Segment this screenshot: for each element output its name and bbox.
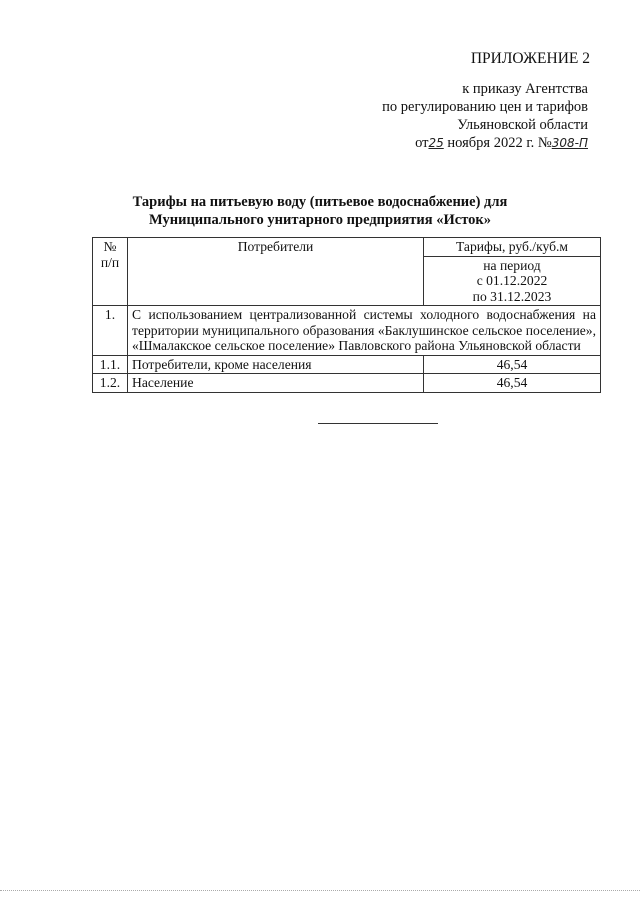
- row-tariff: 46,54: [424, 374, 601, 393]
- handwritten-number: 308-П: [551, 136, 588, 150]
- date-middle: ноября 2022 г. №: [447, 135, 552, 151]
- title-line-1: Тарифы на питьевую воду (питьевое водоснабжение) для: [132, 194, 508, 210]
- tariff-table: [92, 237, 601, 393]
- row-tariff: 46,54: [424, 355, 601, 374]
- header-num: № п/п: [93, 238, 128, 306]
- row-num: 1.2.: [93, 374, 128, 393]
- order-line-3: Ульяновской области: [457, 117, 588, 133]
- table-section-row: [93, 306, 601, 356]
- header-tariffs: Тарифы, руб./куб.м: [424, 238, 601, 257]
- section-text: С использованием централизованной системы холодного водоснабжения на территории муниципального образования «Баклушинское сельское поселение», «Шмалакское сельское поселение» Павловского района Ульяновской области: [128, 306, 601, 356]
- order-line-2: по регулированию цен и тарифов: [382, 99, 588, 115]
- table-header-row: [93, 238, 601, 257]
- order-line-1: к приказу Агентства: [462, 81, 588, 97]
- title-line-2: Муниципального унитарного предприятия «Исток»: [149, 212, 491, 228]
- date-prefix: от: [415, 135, 429, 151]
- table-row: [93, 355, 601, 374]
- row-consumer: Население: [128, 374, 424, 393]
- section-num: 1.: [93, 306, 128, 356]
- appendix-reference: [382, 80, 588, 152]
- end-divider: [318, 423, 438, 424]
- row-consumer: Потребители, кроме населения: [128, 355, 424, 374]
- document-title: [60, 193, 580, 229]
- row-num: 1.1.: [93, 355, 128, 374]
- handwritten-day: 25: [428, 136, 444, 150]
- header-period: на период с 01.12.2022 по 31.12.2023: [424, 256, 601, 306]
- header-consumers: Потребители: [128, 238, 424, 306]
- table-row: [93, 374, 601, 393]
- appendix-title: ПРИЛОЖЕНИЕ 2: [470, 50, 590, 67]
- order-date-line: [382, 134, 588, 152]
- scan-edge-line: [0, 890, 640, 891]
